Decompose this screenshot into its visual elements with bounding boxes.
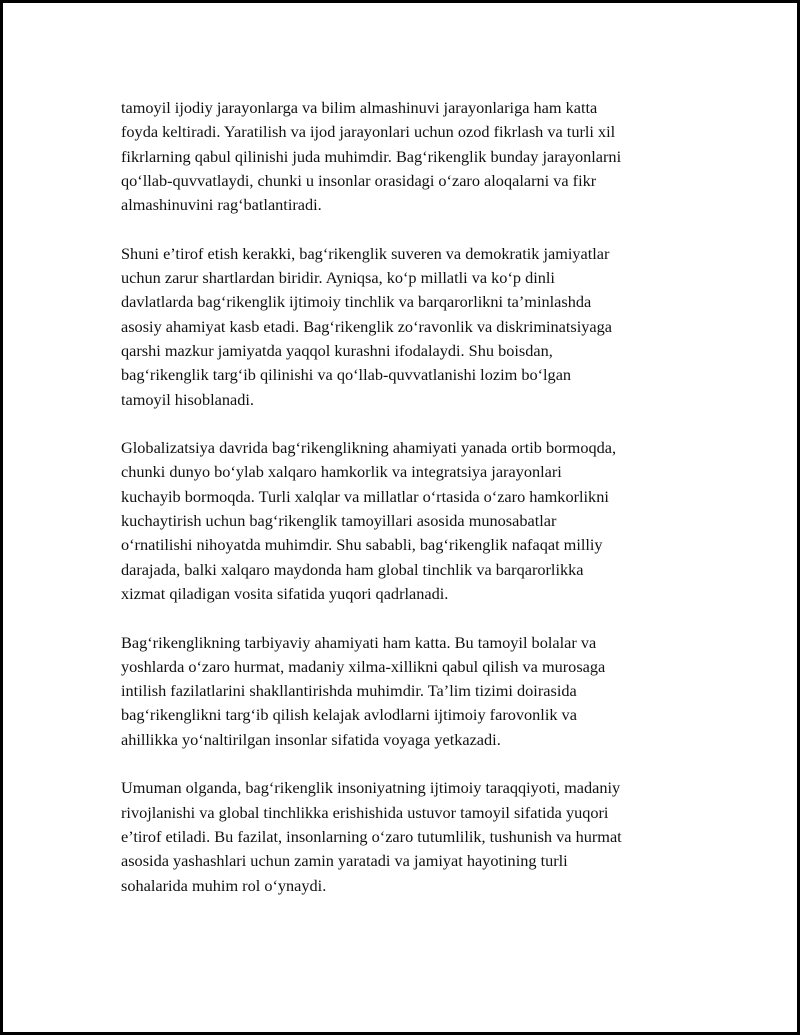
text-line: e’tirof etiladi. Bu fazilat, insonlarning o‘zaro tutumlilik, tushunish va hurmat (121, 826, 622, 846)
text-line: darajada, balki xalqaro maydonda ham global tinchlik va barqarorlikka (121, 559, 584, 579)
text-line: Bag‘rikenglikning tarbiyaviy ahamiyati ham katta. Bu tamoyil bolalar va (121, 632, 597, 652)
text-line: chunki dunyo bo‘ylab xalqaro hamkorlik va integratsiya jarayonlari (121, 462, 562, 482)
text-line: bag‘rikenglikni targ‘ib qilish kelajak avlodlarni ijtimoiy farovonlik va (121, 705, 577, 725)
text-line: qo‘llab-quvvatlaydi, chunki u insonlar orasidagi o‘zaro aloqalarni va fikr (121, 170, 597, 190)
text-line: sohalarida muhim rol o‘ynaydi. (121, 875, 327, 895)
text-line: bag‘rikenglik targ‘ib qilinishi va qo‘llab-quvvatlanishi lozim bo‘lgan (121, 365, 572, 385)
text-line: asosida yashashlari uchun zamin yaratadi va jamiyat hayotining turli (121, 851, 568, 871)
text-line: xizmat qiladigan vosita sifatida yuqori qadrlanadi. (121, 583, 449, 603)
text-line: yoshlarda o‘zaro hurmat, madaniy xilma-xillikni qabul qilish va murosaga (121, 656, 606, 676)
text-line: foyda keltiradi. Yaratilish va ijod jarayonlari uchun ozod fikrlash va turli xil (121, 122, 616, 142)
text-line: kuchayib bormoqda. Turli xalqlar va millatlar o‘rtasida o‘zaro hamkorlikni (121, 486, 609, 506)
text-line: rivojlanishi va global tinchlikka erishishida ustuvor tamoyil sifatida yuqori (121, 802, 609, 822)
text-line: almashinuvini rag‘batlantiradi. (121, 195, 322, 215)
text-line: qarshi mazkur jamiyatda yaqqol kurashni ifodalaydi. Shu boisdan, (121, 340, 553, 360)
text-line: davlatlarda bag‘rikenglik ijtimoiy tinchlik va barqarorlikni ta’minlashda (121, 292, 592, 312)
paragraph (121, 96, 701, 217)
text-line: Globalizatsiya davrida bag‘rikenglikning ahamiyati yanada ortib bormoqda, (121, 438, 617, 458)
paragraph (121, 436, 701, 606)
document-body (121, 96, 701, 922)
text-line: asosiy ahamiyat kasb etadi. Bag‘rikenglik zo‘ravonlik va diskriminatsiyaga (121, 316, 613, 336)
text-line: Shuni e’tirof etish kerakki, bag‘rikenglik suveren va demokratik jamiyatlar (121, 243, 610, 263)
text-line: intilish fazilatlarini shakllantirishda muhimdir. Ta’lim tizimi doirasida (121, 681, 577, 701)
text-line: o‘rnatilishi nihoyatda muhimdir. Shu sababli, bag‘rikenglik nafaqat milliy (121, 535, 603, 555)
text-line: kuchaytirish uchun bag‘rikenglik tamoyillari asosida munosabatlar (121, 511, 557, 531)
text-line: tamoyil ijodiy jarayonlarga va bilim almashinuvi jarayonlariga ham katta (121, 98, 598, 117)
text-line: ahillikka yo‘naltirilgan insonlar sifatida voyaga yetkazadi. (121, 729, 501, 749)
text-line: Umuman olganda, bag‘rikenglik insoniyatning ijtimoiy taraqqiyoti, madaniy (121, 778, 621, 798)
text-line: uchun zarur shartlardan biridir. Ayniqsa, ko‘p millatli va ko‘p dinli (121, 268, 555, 288)
text-line: tamoyil hisoblanadi. (121, 389, 254, 409)
paragraph (121, 242, 701, 412)
text-line: fikrlarning qabul qilinishi juda muhimdir. Bag‘rikenglik bunday jarayonlarni (121, 146, 622, 166)
paragraph (121, 776, 701, 897)
paragraph (121, 631, 701, 752)
